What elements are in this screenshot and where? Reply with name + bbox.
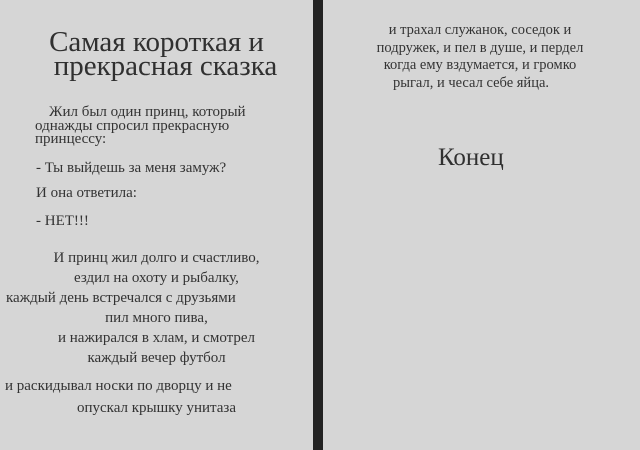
- title-line-2: прекрасная сказка: [53, 50, 278, 82]
- answer-line: - НЕТ!!!: [36, 213, 89, 229]
- body-line: каждый вечер футбол: [87, 350, 226, 366]
- question-line: - Ты выйдешь за меня замуж?: [36, 160, 227, 176]
- continuation-line: подружек, и пел в душе, и пердел: [376, 39, 584, 56]
- continuation-line: и трахал служанок, соседок и: [388, 22, 572, 38]
- answered-line: И она ответила:: [36, 185, 137, 201]
- body-line: и нажирался в хлам, и смотрел: [57, 330, 255, 346]
- continuation-line: когда ему вздумается, и громко: [383, 57, 577, 73]
- body-line: и раскидывал носки по дворцу и не: [5, 378, 232, 394]
- continuation-line: рыгал, и чесал себе яйца.: [392, 74, 550, 91]
- body-line: И принц жил долго и счастливо,: [53, 250, 260, 266]
- body-line: каждый день встречался с друзьями: [6, 290, 236, 306]
- body-line: ездил на охоту и рыбалку,: [74, 270, 239, 286]
- story-title: [0, 26, 313, 82]
- intro-paragraph: [35, 106, 305, 147]
- body-line: пил много пива,: [105, 310, 208, 326]
- title-line-1: Самая короткая и: [49, 26, 264, 58]
- intro-line-2: однажды спросил прекрасную: [35, 117, 230, 134]
- body-line: опускал крышку унитаза: [76, 400, 237, 416]
- intro-line-1: Жил был один принц, который: [49, 104, 246, 120]
- intro-line-3: принцессу:: [35, 131, 107, 147]
- book-spine: [313, 0, 323, 450]
- continuation-paragraph: [330, 22, 630, 92]
- end-label: Конец: [438, 144, 504, 171]
